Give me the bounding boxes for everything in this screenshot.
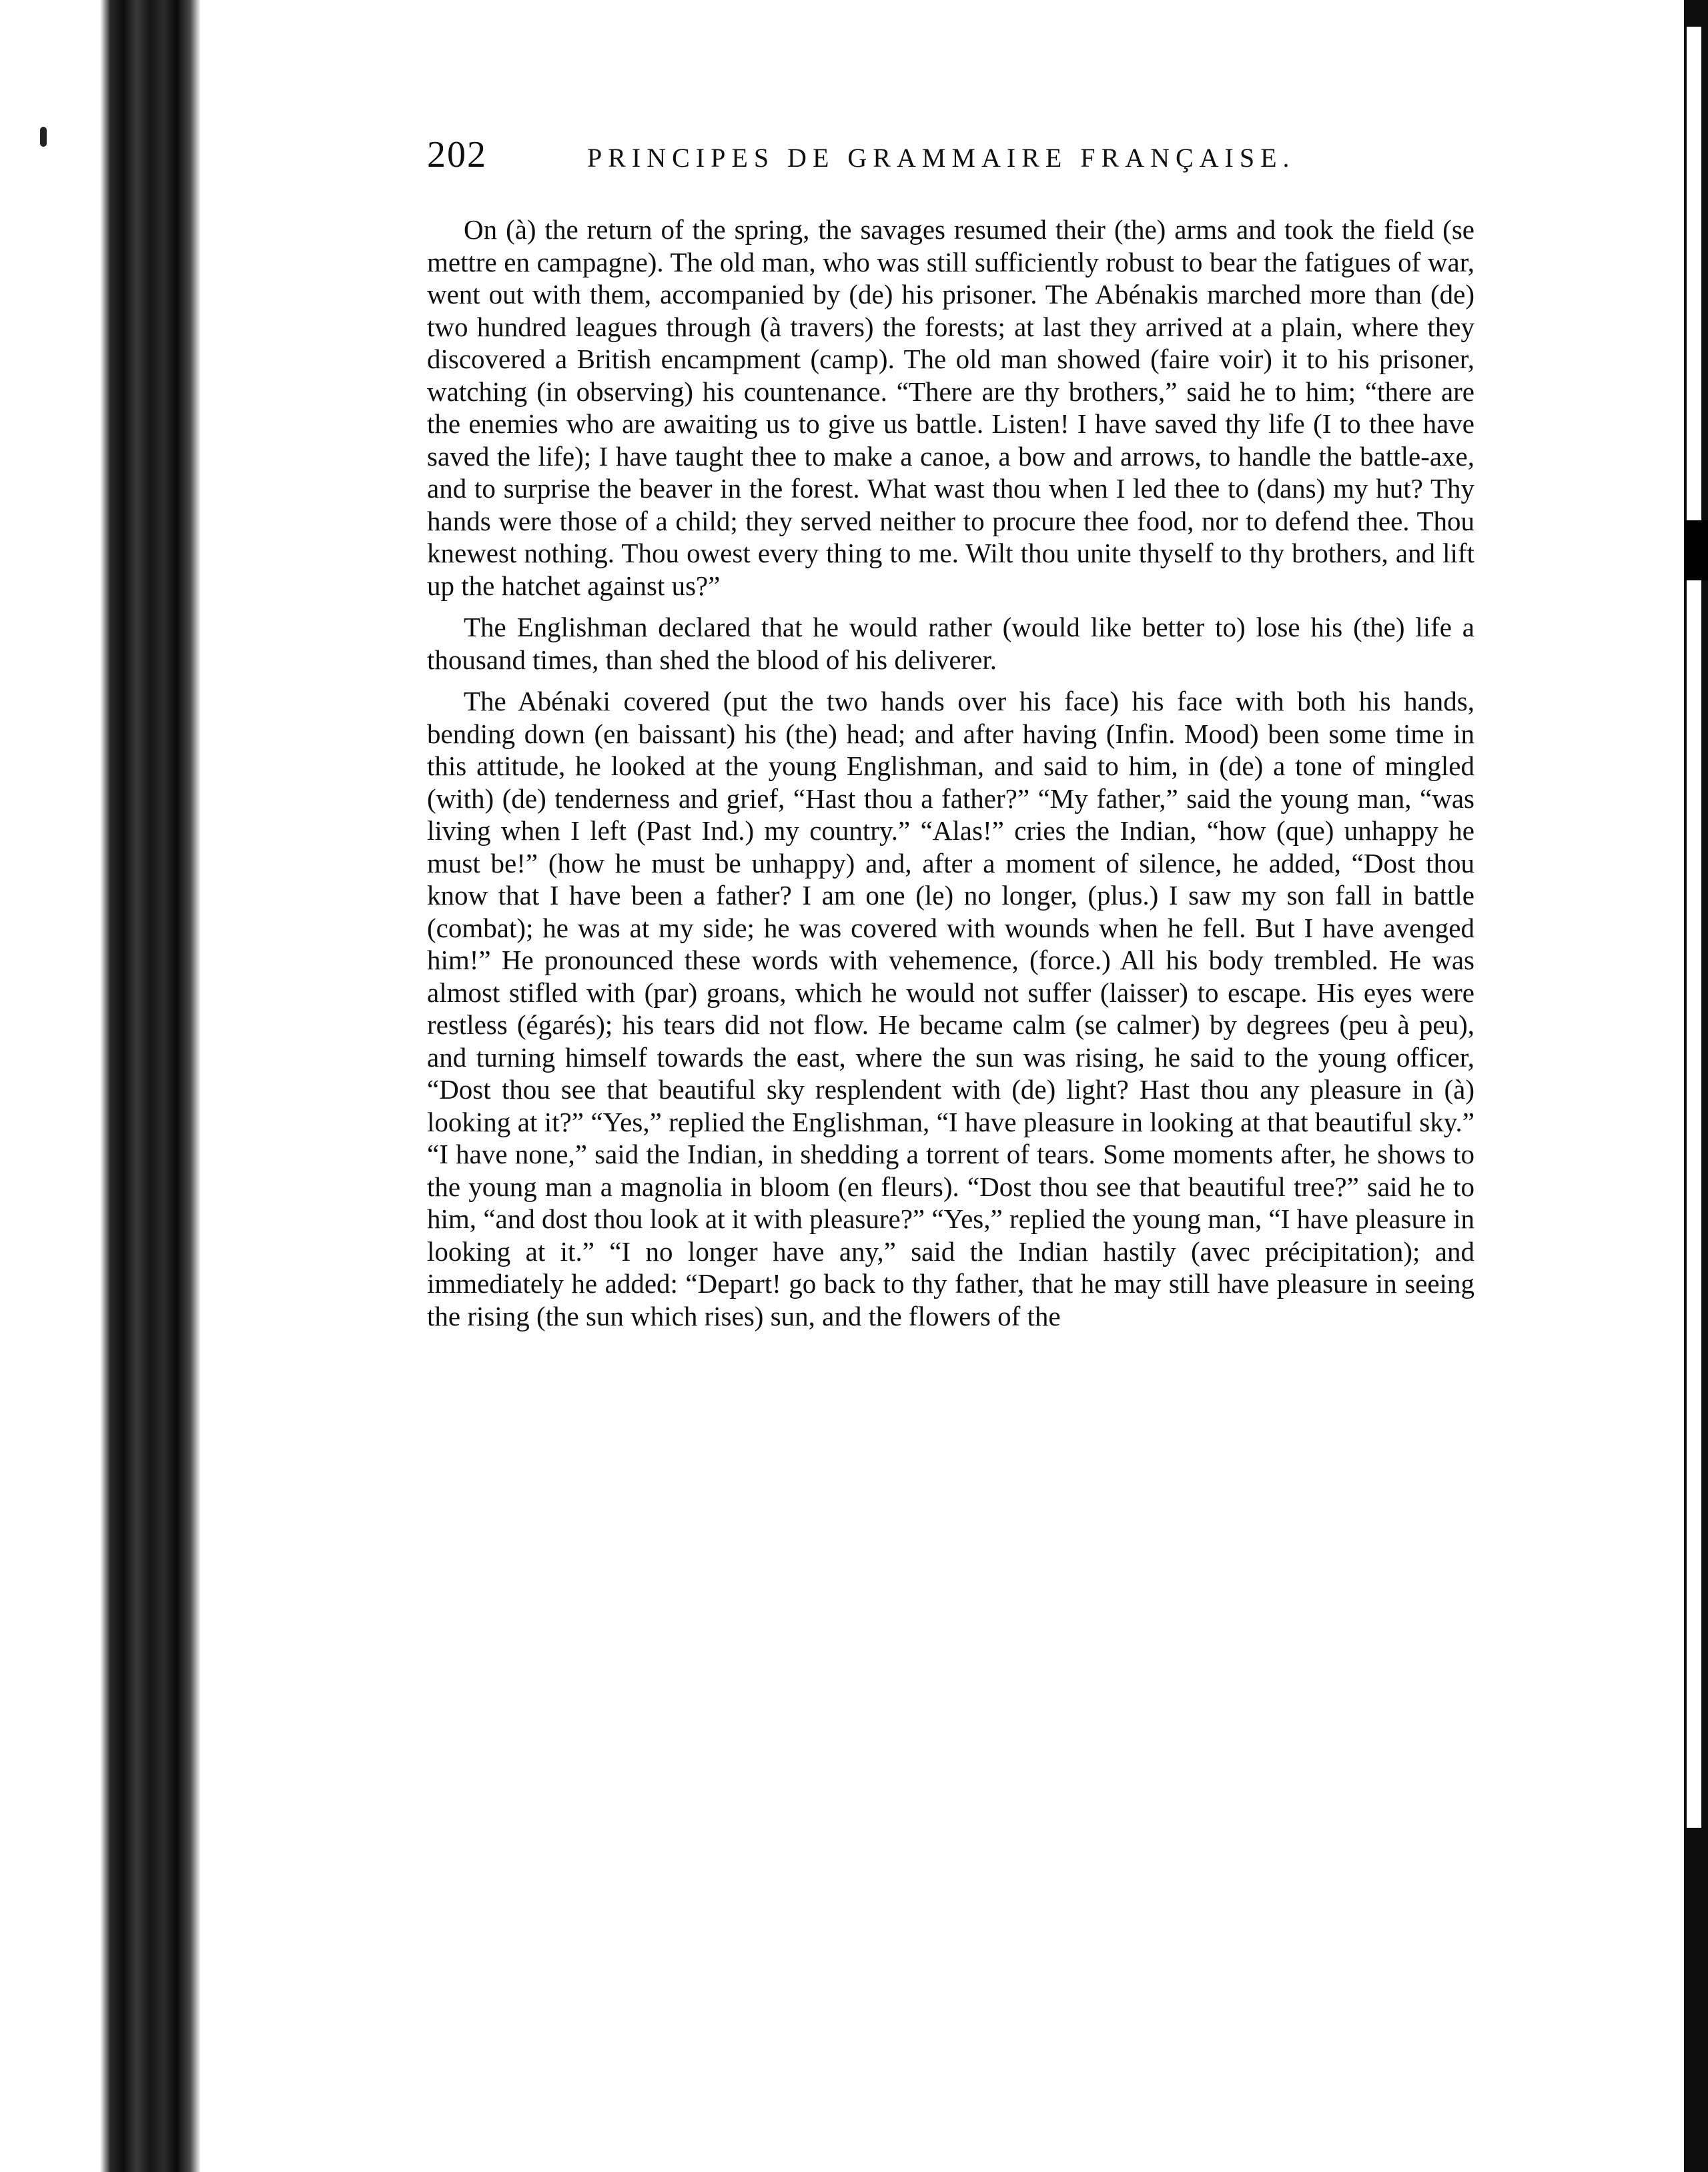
paragraph-1: On (à) the return of the spring, the savages resumed their (the) arms and took the field (se mettre en campagne). The old man, who was still sufficiently robust to bear the fatigues of war, went out with them, accompanied by (de) his prisoner. The Abénakis marched more than (de) two hundred leagues through (à travers) the forests; at last they arrived at a plain, where they discovered a British encampment (camp). The old man showed (faire voir) it to his prisoner, watching (in observing) his countenance. “There are thy brothers,” said he to him; “there are the enemies who are awaiting us to give us battle. Listen! I have saved thy life (I to thee have saved the life); I have taught thee to make a canoe, a bow and arrows, to handle the battle-axe, and to surprise the beaver in the forest. What wast thou when I led thee to (dans) my hut? Thy hands were those of a child; they served neither to procure thee food, nor to defend thee. Thou knewest nothing. Thou owest every thing to me. Wilt thou unite thyself to thy brothers, and lift up the hatchet against us?”	[427, 214, 1474, 601]
running-head: PRINCIPES DE GRAMMAIRE FRANÇAISE.	[587, 143, 1296, 173]
margin-mark	[40, 127, 47, 147]
page-edge	[1684, 0, 1708, 2172]
paragraph-2: The Englishman declared that he would rather (would like better to) lose his (the) life a thousand times, than shed the blood of his deliverer.	[427, 612, 1474, 675]
paragraph-3: The Abénaki covered (put the two hands over his face) his face with both his hands, bending down (en baissant) his (the) head; and after having (Infin. Mood) been some time in this attitude, he looked at the young Englishman, and said to him, in (de) a tone of mingled (with) (de) tenderness and grief, “Hast thou a father?” “My father,” said the young man, “was living when I left (Past Ind.) my country.” “Alas!” cries the Indian, “how (que) unhappy he must be!” (how he must be unhappy) and, after a moment of silence, he added, “Dost thou know that I have been a father? I am one (le) no longer, (plus.) I saw my son fall in battle (combat); he was at my side; he was covered with wounds when he fell. But I have avenged him!” He pronounced these words with vehemence, (force.) All his body trembled. He was almost stifled with (par) groans, which he would not suffer (laisser) to escape. His eyes were restless (égarés); his tears did not flow. He became calm (se calmer) by degrees (peu à peu), and turning himself towards the east, where the sun was rising, he said to the young officer, “Dost thou see that beautiful sky resplendent with (de) light? Hast thou any pleasure in (à) looking at it?” “Yes,” replied the Englishman, “I have pleasure in looking at that beautiful sky.” “I have none,” said the Indian, in shedding a torrent of tears. Some moments after, he shows to the young man a magnolia in bloom (en fleurs). “Dost thou see that beautiful tree?” said he to him, “and dost thou look at it with pleasure?” “Yes,” replied the young man, “I have pleasure in looking at it.” “I no longer have any,” said the Indian hastily (avec précipitation); and immediately he added: “Depart! go back to thy father, that he may still have pleasure in seeing the rising (the sun which rises) sun, and the flowers of the	[427, 686, 1474, 1331]
page-edge-tab	[1684, 520, 1708, 580]
page-number: 202	[427, 134, 487, 175]
page-edge-paper	[1687, 27, 1701, 1828]
book-page	[427, 133, 1474, 1341]
page-header	[427, 133, 1474, 187]
book-spine	[0, 0, 200, 2172]
body-text	[427, 213, 1474, 1332]
